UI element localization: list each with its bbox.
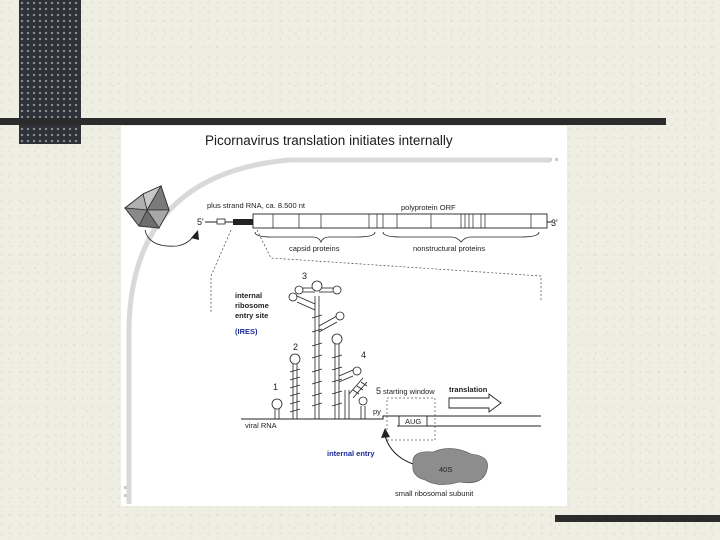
ires-line-1: internal [235,291,263,300]
virus-particle-icon [125,186,169,228]
zoom-guide-left [211,230,231,312]
arrowhead-icon [191,230,199,240]
corner-dots [124,158,558,497]
figure-panel [121,126,567,506]
aug-label: AUG [405,417,422,426]
nonstructural-brace [383,232,539,242]
viral-rna-label: viral RNA [245,421,277,430]
translation-label: translation [449,385,488,394]
polyprotein-orf-box [253,214,547,228]
genome-label: plus strand RNA, ca. 8.500 nt [207,201,305,210]
translation-arrow-icon [449,394,501,412]
py-label: py [373,407,381,416]
bottom-rule [555,515,720,522]
ires-diagram [121,126,567,506]
domain-label-3: 3 [302,271,308,281]
domain-label-5: 5 [376,386,382,396]
nonstructural-label: nonstructural proteins [413,244,486,253]
domain-label-4: 4 [361,350,367,360]
stem-loop-4 [332,334,361,419]
orf-label: polyprotein ORF [401,203,456,212]
domain-label-1: 1 [273,382,279,392]
ppy-connector [369,416,397,419]
genome-vpg-box [217,219,225,224]
stem-loop-2 [290,354,300,419]
entry-arrowhead-icon [381,428,390,438]
capsid-brace [255,232,375,242]
small-subunit-label: small ribosomal subunit [395,489,474,498]
stem-loop-5 [345,378,367,419]
slide-title: Picornavirus translation initiates internally [205,133,453,148]
ires-line-2: ribosome [235,301,269,310]
top-rule [0,118,666,125]
internal-entry-label: internal entry [327,449,375,458]
starting-window-label: starting window [383,387,435,396]
three-prime-label: 3' [551,218,558,228]
ires-line-3: entry site [235,311,269,320]
genome-ires-block [233,219,253,225]
stem-loop-1 [272,399,282,419]
domain-label-2: 2 [293,342,299,352]
five-prime-label: 5' [197,217,204,227]
capsid-label: capsid proteins [289,244,340,253]
ribosome-40s-label: 40S [439,465,453,474]
ires-abbrev: (IRES) [235,327,258,336]
